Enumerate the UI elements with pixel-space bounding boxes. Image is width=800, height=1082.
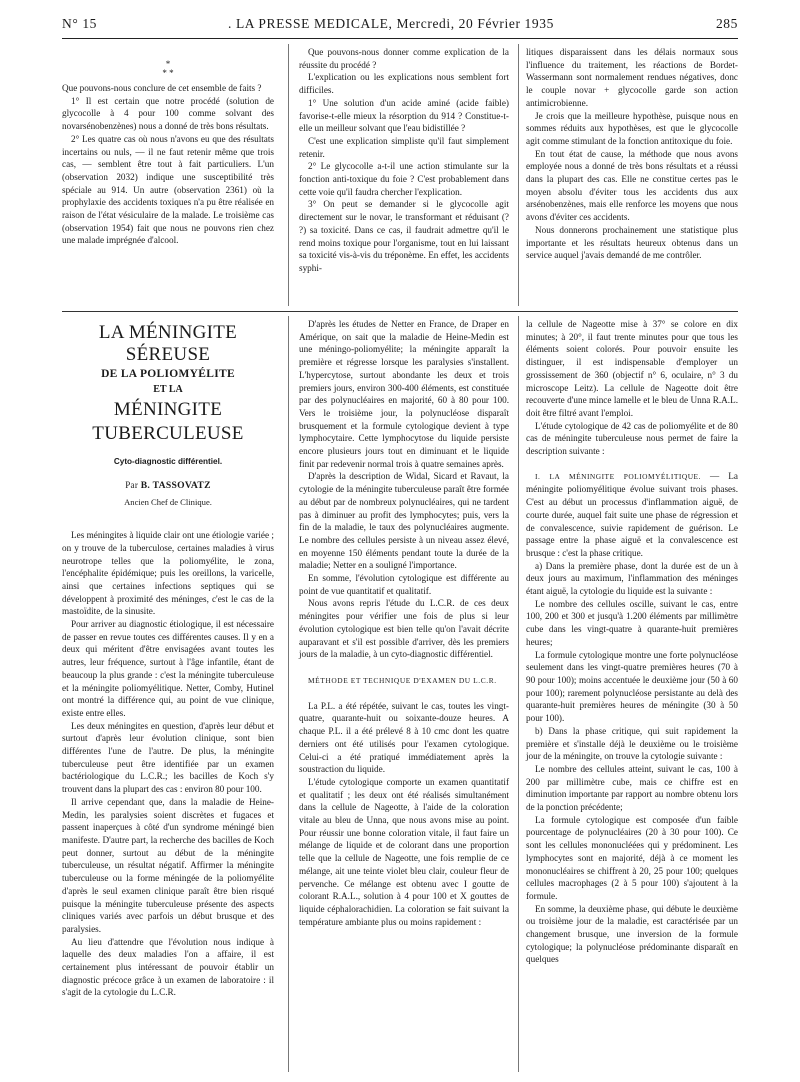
paragraph: L'étude cytologique de 42 cas de poliomyélite et de 80 cas de méningite tuberculeuse nous permet de faire la description suivante : — [526, 420, 738, 457]
article-title-line-2: DE LA POLIOMYÉLITE — [101, 368, 235, 380]
paragraph: 2° Les quatre cas où nous n'avons eu que des résultats incertains ou nuls, — il ne faut retenir même que trois cas, — semblent être tout à fait particuliers. L'un (observation 2032) indique une susceptibilité très spéciale au 914. Un autre (observation 2361) où la prophylaxie des accidents toxiques n'a pu être réalisée en raison de l'état vésiculaire de la malade. Le troisième cas (observation 1954) fait que nous ne pouvons rien chez une malade imprégnée d'alcool. — [62, 133, 274, 246]
paragraph: 3° On peut se demander si le glycocolle agit directement sur le novar, le transformant et réduisant (? ?) sa toxicité. Dans ce cas, il faudrait admettre qu'il le rend moins toxique pour l'organisme, tout en lui laissant sa toxicité vis-à-vis du tréponème. En effet, les accidents syphi- — [299, 199, 509, 273]
paragraph: En somme, l'évolution cytologique est différente au point de vue quantitatif et qualitatif. — [299, 573, 509, 596]
section-paragraph-poliomyelitis — [526, 470, 738, 560]
column-divider — [518, 316, 519, 1072]
article-column-1 — [62, 320, 274, 999]
journal-title: . LA PRESSE MEDICALE, Mercredi, 20 Février 1935 — [228, 16, 554, 31]
paragraph: La formule cytologique est composée d'un faible pourcentage de polynucléaires (20 à 30 pour 100). Ce sont les cellules mononucléées qui y prédominent. Les lymphocytes sont en majorité, déjà à ce moment les mononucléaires se chiffrent à 20, 25 pour 100; quelques cellules macrophages (2 à 5 pour 100) s'ajoutent à la formule. — [526, 814, 738, 901]
article-subtitle: Cyto-diagnostic différentiel. — [113, 457, 223, 466]
paragraph: L'étude cytologique comporte un examen quantitatif et qualitatif ; les deux ont été réalisés simultanément dans la cellule de Nageotte, à l'aide de la coloration vitale au bleu de Unna, que nous avons mise au point. Pour réussir une bonne coloration vitale, il faut faire un mélange de liquide et de colorant dans une proportion telle que la cellule de Nageotte, une fois remplie de ce mélange, ait une teinte violet bleu clair, couleur fleur de pervenche. Ce mélange est obtenu avec I goutte de colorant R.A.L., solution à 4 pour 100 et X gouttes de liquide céphalorachidien. La coloration se fait suivant la température ambiante plus ou moins rapidement : — [299, 776, 509, 927]
paragraph: D'après les études de Netter en France, de Draper en Amérique, on sait que la maladie de Heine-Medin est une méningo-poliomyélite; la méningite apparaît la première et régresse lorsque les paralysies s'installent. L'hypercytose, surtout abondante les deux et trois premiers jours, environ 300-400 éléments, est constituée par des polynucléaires en majorité, 60 à 80 pour 100. Vers le troisième jour, la polynucléose disparaît brusquement et la formule cytologique devient à type lymphocytaire. Cette lymphocytose du liquide persiste encore plusieurs jours tout en diminuant et le liquide finit par redevenir normal trois à quatre semaines après. — [299, 319, 509, 469]
article-title-line-3: ET LA — [153, 384, 183, 395]
paragraph: L'explication ou les explications nous semblent fort difficiles. — [299, 72, 509, 96]
article-title-block — [62, 322, 274, 509]
top-article-column-3 — [526, 46, 738, 262]
paragraph: C'est une explication simpliste qu'il faut simplement retenir. — [299, 135, 509, 159]
paragraph: Nous donnerons prochainement une statistique plus importante et les résultats heureux obtenus dans un service auquel j'avais demandé de me contrôler. — [526, 224, 738, 261]
article-column-3 — [526, 318, 738, 966]
paragraph: litiques disparaissent dans les délais normaux sous l'influence du traitement, les réactions de Bordet-Wassermann sont normalement rendues négatives, donc le couple novar + glycocolle garde son action antimicrobienne. — [526, 47, 738, 108]
section-stars: * * * — [162, 59, 174, 78]
article-title-line-1: LA MÉNINGITE SÉREUSE — [98, 322, 238, 365]
author-name: B. TASSOVATZ — [140, 479, 211, 491]
top-article-column-2 — [299, 46, 509, 275]
paragraph: Les deux méningites en question, d'après leur début et surtout d'après leur évolution clinique, sont bien différentes l'une de l'autre. De plus, la méningite tuberculeuse peut être identifiée par un examen bactériologique du L.C.R.; les bacilles de Koch s'y trouvent dans la plupart des cas : environ 80 pour 100. — [62, 720, 274, 795]
paragraph: D'après la description de Widal, Sicard et Ravaut, la cytologie de la méningite tuberculeuse paraît être formée au début par de nombreux polynucléaires, qui ne tardent pas à diminuer au profit des lymphocytes; puis, vers la fin de la maladie, le taux des polynucléaires augmente. Le nombre des cellules persiste à un niveau assez élevé, en moyenne 150 éléments pendant toute la durée de la maladie; Netter en a souligné l'importance. — [299, 471, 509, 571]
header-rule — [62, 38, 738, 39]
column-divider — [518, 44, 519, 306]
section-heading-method: MÉTHODE ET TECHNIQUE D'EXAMEN DU L.C.R. — [308, 675, 497, 685]
paragraph: En somme, la deuxième phase, qui débute le deuxième ou troisième jour de la maladie, est caractérisée par un changement brusque, une inversion de la formule cytologique; la polynucléose prédominante disparaît en quelques — [526, 903, 738, 965]
paragraph: Il arrive cependant que, dans la maladie de Heine-Medin, les paralysies soient discrètes et fugaces et passent inaperçues à côté d'un syndrome méningé bien manifeste. D'autre part, la recherche des bacilles de Koch peut donner, surtout au début de la méningite tuberculeuse, un résultat négatif. Affirmer la méningite tuberculeuse ou la forme méningée de la poliomyélite d'après le seul examen clinique paraît être bien risqué puisque la méningite tuberculeuse présente des aspects cliniques variés avec parfois un début brusque et des paralysies. — [62, 796, 274, 934]
paragraph: Nous avons repris l'étude du L.C.R. de ces deux méningites pour vérifier une fois de plus si leur évolution cytologique est bien telle qu'on l'avait décrite auparavant et s'il est possible d'arriver, dès les premiers jours de la maladie, à un cyto-diagnostic différentiel. — [299, 598, 509, 660]
paragraph: Que pouvons-nous conclure de cet ensemble de faits ? — [62, 83, 262, 93]
paragraph: La P.L. a été répétée, suivant le cas, toutes les vingt-quatre, quarante-huit ou soixante-douze heures. A chaque P.L. il a été prélevé 8 à 10 cmc dont les quatre derniers ont été utilisés pour l'examen cytologique. Celui-ci a été pratiqué immédiatement après la soustraction du liquide. — [299, 700, 509, 775]
paragraph: Pour arriver au diagnostic étiologique, il est nécessaire de passer en revue toutes ces différentes causes. Il y en a deux qui méritent d'être envisagées avant toutes les autres, leur fréquence, surtout à l'âge infantile, étant de beaucoup la plus grande : c'est la méningite tuberculeuse et la méningite poliomyélitique. Netter, Comby, Hutinel ont montré la différence qui, au point de vue clinique, existe entre elles. — [62, 619, 274, 718]
article-column-2 — [299, 318, 509, 928]
page-header — [62, 14, 738, 36]
paragraph: En tout état de cause, la méthode que nous avons employée nous a donné de très bons résultats et a réussi dans la plupart des cas. Elle ne constitue certes pas le moyen absolu d'éviter tous les accidents dus aux arsénobenzènes, mais elle renforce les moyens que nous avons d'éviter ces accidents. — [526, 148, 738, 223]
section-rule — [62, 311, 738, 312]
paragraph: 2° Le glycocolle a-t-il une action stimulante sur la fonction anti-toxique du foie ? C'est probablement dans cette voie qu'il faudra chercher l'explication. — [299, 161, 509, 197]
paragraph: Que pouvons-nous donner comme explication de la réussite du procédé ? — [299, 47, 509, 70]
top-article-column-1 — [62, 60, 274, 247]
paragraph: 1° Il est certain que notre procédé (solution de glycocolle à 4 pour 100 comme solvant des novarsénobenzènes) nous a donné de très bons résultats. — [62, 95, 274, 132]
paragraph: Le nombre des cellules atteint, suivant le cas, 100 à 200 par millimètre cube, mais ce chiffre est en diminution importante par rapport au nombre obtenu lors de la ponction précédente; — [526, 763, 738, 813]
paragraph: Au lieu d'attendre que l'évolution nous indique à laquelle des deux maladies l'on a affaire, il est certainement plus intéressant de pouvoir établir un diagnostic précoce grâce à un examen de laboratoire : il s'agit de la cytologie du L.C.R. — [62, 936, 274, 998]
section-heading-poliomyelitis: I. LA MÉNINGITE POLIOMYÉLITIQUE. — [535, 471, 701, 481]
issue-number: N° 15 — [62, 16, 98, 31]
page-number: 285 — [715, 16, 738, 31]
paragraph: la cellule de Nageotte mise à 37° se colore en dix minutes; à 20°, il faut trente minutes pour que tous les éléments soient colorés. Pour pouvoir ensuite les distinguer, il est indispensable d'employer un grossissement de 360 (objectif n° 6, oculaire, n° 3 du microscope Leitz). La cellule de Nageotte doit être recouverte d'une mince lamelle et le bleu de Unna R.A.L. doit être filtré avant l'emploi. — [526, 319, 738, 418]
section-intro: — La méningite poliomyélitique évolue suivant trois phases. C'est au début un processus d'inflammation aiguë, de courte durée, auquel fait suite une phase de régression et de convalescence, suivie rapidement de guérison. Le passage entre la phase aiguë et la convalescence est brusque : c'est la phase critique. — [526, 470, 738, 558]
article-author — [62, 479, 274, 493]
paragraph: La formule cytologique montre une forte polynucléose seulement dans les vingt-quatre premières heures (70 à 90 pour 100); moins accentuée le deuxième jour (50 à 60 pour 100); rarement polynucléose persistante au delà des quarante-huit premières heures de méningite (30 à 50 pour 100). — [526, 649, 738, 724]
paragraph: a) Dans la première phase, dont la durée est de un à deux jours au maximum, l'inflammation des méninges étant aiguë, la cytologie du liquide est la suivante : — [526, 560, 738, 597]
paragraph: Je crois que la meilleure hypothèse, puisque nous en sommes réduits aux hypothèses, est que le glycocolle agit comme stimulant de la fonction antitoxique du foie. — [526, 110, 738, 146]
paragraph: Le nombre des cellules oscille, suivant le cas, entre 100, 200 et 300 et jusqu'à 1.200 éléments par millimètre cube dans les vingt-quatre à quarante-huit premières heures; — [526, 598, 738, 647]
column-divider — [288, 316, 289, 1072]
paragraph: b) Dans la phase critique, qui suit rapidement la première et s'installe déjà le deuxième ou le troisième jour de la méningite, on trouve la cytologie suivante : — [526, 725, 738, 762]
author-role: Ancien Chef de Clinique. — [124, 497, 212, 508]
paragraph: Les méningites à liquide clair ont une étiologie variée ; on y trouve de la tuberculose, certaines maladies à virus neurotrope telles que la poliomyélite, le zona, l'encéphalite épidémique; puis les oreillons, la varicelle, ainsi que certaines infections septiques qui se développent à proximité des méninges, c'est le cas de la mastoïdite, de la sinusite. — [62, 530, 274, 617]
paragraph: 1° Une solution d'un acide aminé (acide faible) favorise-t-elle mieux la résorption du 914 ? Constitue-t-elle un meilleur solvant que l'eau bidistillée ? — [299, 97, 509, 134]
article-title-line-4: MÉNINGITE TUBERCULEUSE — [92, 399, 244, 444]
column-divider — [288, 44, 289, 306]
author-prefix: Par — [125, 479, 139, 490]
